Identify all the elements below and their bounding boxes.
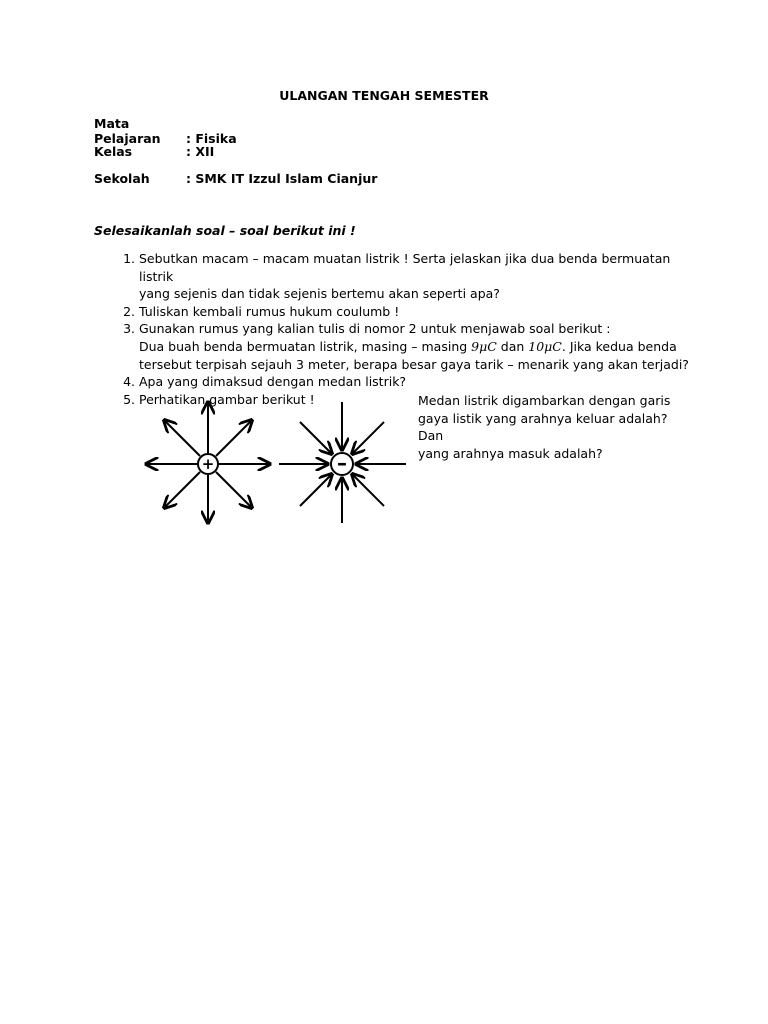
field-line-in-from-downleft [300,474,332,506]
charge-2: 10μC [528,338,562,354]
field-line-out-downright [216,472,252,508]
question-1-line-1: 1. Sebutkan macam – macam muatan listrik ! Serta jelaskan jika dua benda bermuatan listrik [139,251,671,284]
field-line-out-downleft [164,472,200,508]
figure-caption-line-3: yang arahnya masuk adalah? [418,445,603,461]
school-row [94,171,377,186]
question-3-text-b: dan [496,338,529,354]
instruction-text: Selesaikanlah soal – soal berikut ini ! [94,223,356,238]
field-line-out-upright [216,420,252,456]
question-3-text-a: Dua buah benda bermuatan listrik, masing – masing [139,338,472,354]
question-4 [139,373,699,391]
question-3-line-2 [139,338,699,356]
page-title: ULANGAN TENGAH SEMESTER [279,88,489,103]
charge-1: 9μC [471,338,497,354]
school-label: Sekolah [94,171,150,186]
positive-symbol: + [201,455,215,473]
subject-row [94,116,237,146]
field-line-out-upleft [164,420,200,456]
question-2 [139,303,699,321]
question-5-line-1: 5. Perhatikan gambar berikut ! [139,391,315,407]
class-row [94,144,214,159]
question-1 [139,250,699,303]
field-line-in-from-downright [352,474,384,506]
subject-label: Mata Pelajaran [94,116,161,146]
question-3-line-3: tersebut terpisah sejauh 3 meter, berapa besar gaya tarik – menarik yang akan terjadi? [139,356,689,372]
school-value: : SMK IT Izzul Islam Cianjur [186,171,378,186]
question-4-line-1: 4. Apa yang dimaksud dengan medan listrik? [139,374,407,390]
field-line-in-from-upright [352,422,384,454]
electric-field-diagram [140,396,412,528]
class-label: Kelas [94,144,133,159]
question-3-line-1: 3. Gunakan rumus yang kalian tulis di nomor 2 untuk menjawab soal berikut : [139,321,611,337]
question-list [112,250,699,408]
class-value: : XII [186,144,215,159]
question-3-text-c: . Jika kedua benda [561,338,677,354]
subject-value: : Fisika [186,131,237,146]
field-line-in-from-upleft [300,422,332,454]
negative-symbol: – [337,451,347,475]
figure-caption-line-2: gaya listik yang arahnya keluar adalah? Dan [418,410,668,444]
question-1-line-2: yang sejenis dan tidak sejenis bertemu akan seperti apa? [139,286,500,302]
question-3 [139,320,699,373]
figure-caption-line-1: Medan listrik digambarkan dengan garis [418,393,671,408]
question-2-line-1: 2. Tuliskan kembali rumus hukum coulumb ! [139,303,400,319]
figure-caption [418,392,678,462]
